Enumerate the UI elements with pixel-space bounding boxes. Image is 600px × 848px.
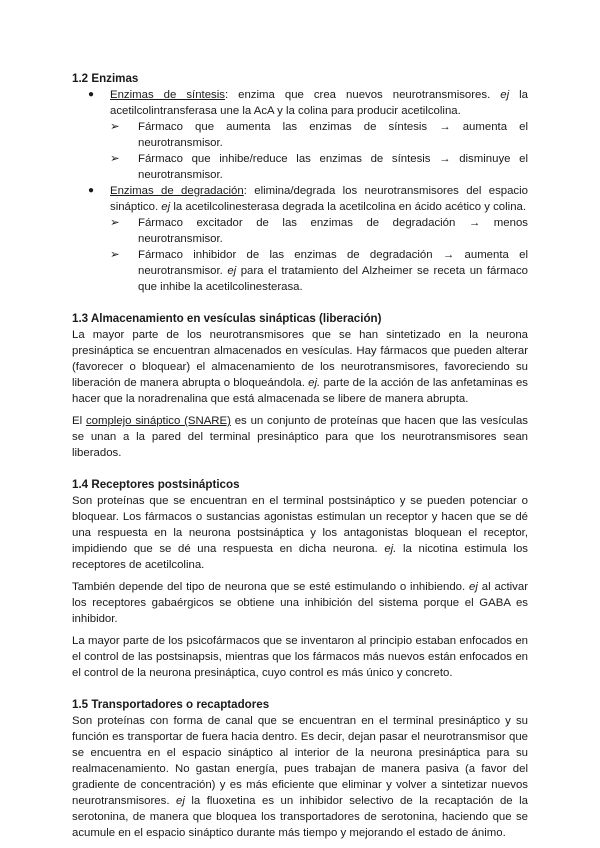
ej-label: ej bbox=[500, 89, 510, 101]
list-item-sintesis bbox=[72, 87, 528, 183]
almacenamiento-p2-lead: El bbox=[72, 415, 86, 427]
arrow-bullet-icon: ➢ bbox=[110, 153, 120, 165]
section-heading-enzimas: 1.2 Enzimas bbox=[72, 72, 139, 85]
ej-label: ej bbox=[469, 581, 478, 593]
degradacion-sub-2-text: Fármaco inhibidor de las enzimas de degradación → aumenta el neurotransmisor. bbox=[138, 249, 528, 277]
arrow-bullet-icon: ➢ bbox=[110, 249, 120, 261]
receptores-p1-example: la nicotina estimula los receptores de acetilcolina. bbox=[72, 543, 528, 571]
almacenamiento-paragraph-1 bbox=[72, 327, 528, 407]
transportadores-p1-text: Son proteínas con forma de canal que se encuentran en el terminal presináptico y su función es transportar de fuera hacia dentro. Es decir, dejan pasar el neurotransmisor que se encuentra en el espacio sináptico al interior de la neurona presináptica para su realmacenamiento. No gastan energía, pues trabajan de manera pasiva (a favor del gradiente de concentración) y es más eficiente que eliminar y volver a sintetizar nuevos neurotransmisores. bbox=[72, 715, 528, 807]
sublist-item bbox=[110, 119, 528, 151]
receptores-paragraph-2 bbox=[72, 579, 528, 627]
degradacion-text bbox=[110, 183, 528, 215]
section-heading-almacenamiento: 1.3 Almacenamiento en vesículas sinápticas (liberación) bbox=[72, 312, 382, 325]
receptores-paragraph-1 bbox=[72, 493, 528, 573]
arrow-bullet-icon: ➢ bbox=[110, 217, 120, 229]
term-snare: complejo sináptico (SNARE) bbox=[85, 415, 231, 427]
sublist-item bbox=[110, 215, 528, 247]
bullet-icon: ● bbox=[88, 185, 95, 196]
receptores-paragraph-3: La mayor parte de los psicofármacos que se inventaron al principio estaban enfocados en el control de las postsinapsis, mientras que los fármacos más nuevos están enfocados en el control de la neurona presináptica, cuyo control es más único y concreto. bbox=[72, 635, 528, 679]
section-spacer bbox=[72, 295, 528, 311]
degradacion-sub-1: Fármaco excitador de las enzimas de degradación → menos neurotransmisor. bbox=[138, 217, 528, 245]
term-degradacion: Enzimas de degradación bbox=[110, 185, 244, 197]
ej-label: ej bbox=[176, 795, 185, 807]
ej-label: ej. bbox=[308, 377, 321, 389]
ej-label: ej bbox=[227, 265, 237, 277]
sintesis-sub-1: Fármaco que aumenta las enzimas de síntesis → aumenta el neurotransmisor. bbox=[138, 121, 528, 149]
degradacion-sub-2-example: para el tratamiento del Alzheimer se receta un fármaco que inhibe la acetilcolinesterasa. bbox=[138, 265, 528, 293]
arrow-bullet-icon: ➢ bbox=[110, 121, 120, 133]
term-sintesis: Enzimas de síntesis bbox=[110, 89, 225, 101]
section-heading-receptores: 1.4 Receptores postsinápticos bbox=[72, 478, 240, 491]
degradacion-sublist bbox=[110, 215, 528, 295]
receptores-p2-example: al activar los receptores gabaérgicos se obtiene una inhibición del sistema porque el GABA es inhibidor. bbox=[72, 581, 528, 625]
section-spacer bbox=[72, 681, 528, 697]
almacenamiento-p1-example: parte de la acción de las anfetaminas es hacer que la noradrenalina que está almacenada se libere de manera abrupta. bbox=[72, 377, 529, 405]
almacenamiento-paragraph-2 bbox=[72, 413, 528, 461]
degradacion-definition: : elimina/degrada los neurotransmisores del espacio sináptico. bbox=[110, 185, 528, 213]
sublist-item bbox=[110, 151, 528, 183]
sintesis-definition: : enzima que crea nuevos neurotransmisores. bbox=[224, 89, 501, 101]
section-heading-transportadores: 1.5 Transportadores o recaptadores bbox=[72, 698, 270, 711]
document-content bbox=[72, 71, 528, 841]
sintesis-sub-2: Fármaco que inhibe/reduce las enzimas de síntesis → disminuye el neurotransmisor. bbox=[138, 153, 528, 181]
ej-label: ej bbox=[161, 201, 171, 213]
sublist-item bbox=[110, 247, 528, 295]
almacenamiento-p1-text: La mayor parte de los neurotransmisores que se han sintetizado en la neurona presináptica se encuentran almacenados en vesículas. Hay fármacos que pueden alterar (favorecer o bloquear) el almacenamiento de los neurotransmisores, favoreciendo su liberación de manera abrupta o bloqueándola. bbox=[72, 329, 528, 389]
degradacion-sub-2 bbox=[138, 247, 528, 295]
ej-label: ej. bbox=[384, 543, 397, 555]
sintesis-sublist bbox=[110, 119, 528, 183]
degradacion-example: la acetilcolinesterasa degrada la acetilcolina en ácido acético y colina. bbox=[170, 201, 527, 213]
enzimas-list bbox=[72, 87, 528, 295]
list-item-degradacion bbox=[72, 183, 528, 295]
sintesis-text bbox=[110, 87, 528, 119]
sintesis-example: la acetilcolintransferasa une la AcA y la colina para producir acetilcolina. bbox=[110, 89, 528, 117]
bullet-icon: ● bbox=[88, 89, 95, 100]
receptores-p2-text: También depende del tipo de neurona que se esté estimulando o inhibiendo. bbox=[72, 581, 470, 593]
section-spacer bbox=[72, 461, 528, 477]
almacenamiento-p2-text: es un conjunto de proteínas que hacen que las vesículas se unan a la pared del terminal presináptico para que los neurotransmisores sean liberados. bbox=[72, 415, 528, 459]
transportadores-paragraph-1 bbox=[72, 713, 528, 841]
receptores-p1-text: Son proteínas que se encuentran en el terminal postsináptico y se pueden potenciar o bloquear. Los fármacos o sustancias agonistas estimulan un receptor y hacen que se dé una respuesta en la neurona postsináptica y los antagonistas bloquean el receptor, impidiendo que se dé una respuesta en dicha neurona. bbox=[72, 495, 528, 555]
transportadores-p1-example: la fluoxetina es un inhibidor selectivo de la recaptación de la serotonina, de manera que bloquea los transportadores de serotonina, haciendo que se acumule en el espacio sináptico durante más tiempo y mejorando el estado de ánimo. bbox=[72, 795, 528, 839]
